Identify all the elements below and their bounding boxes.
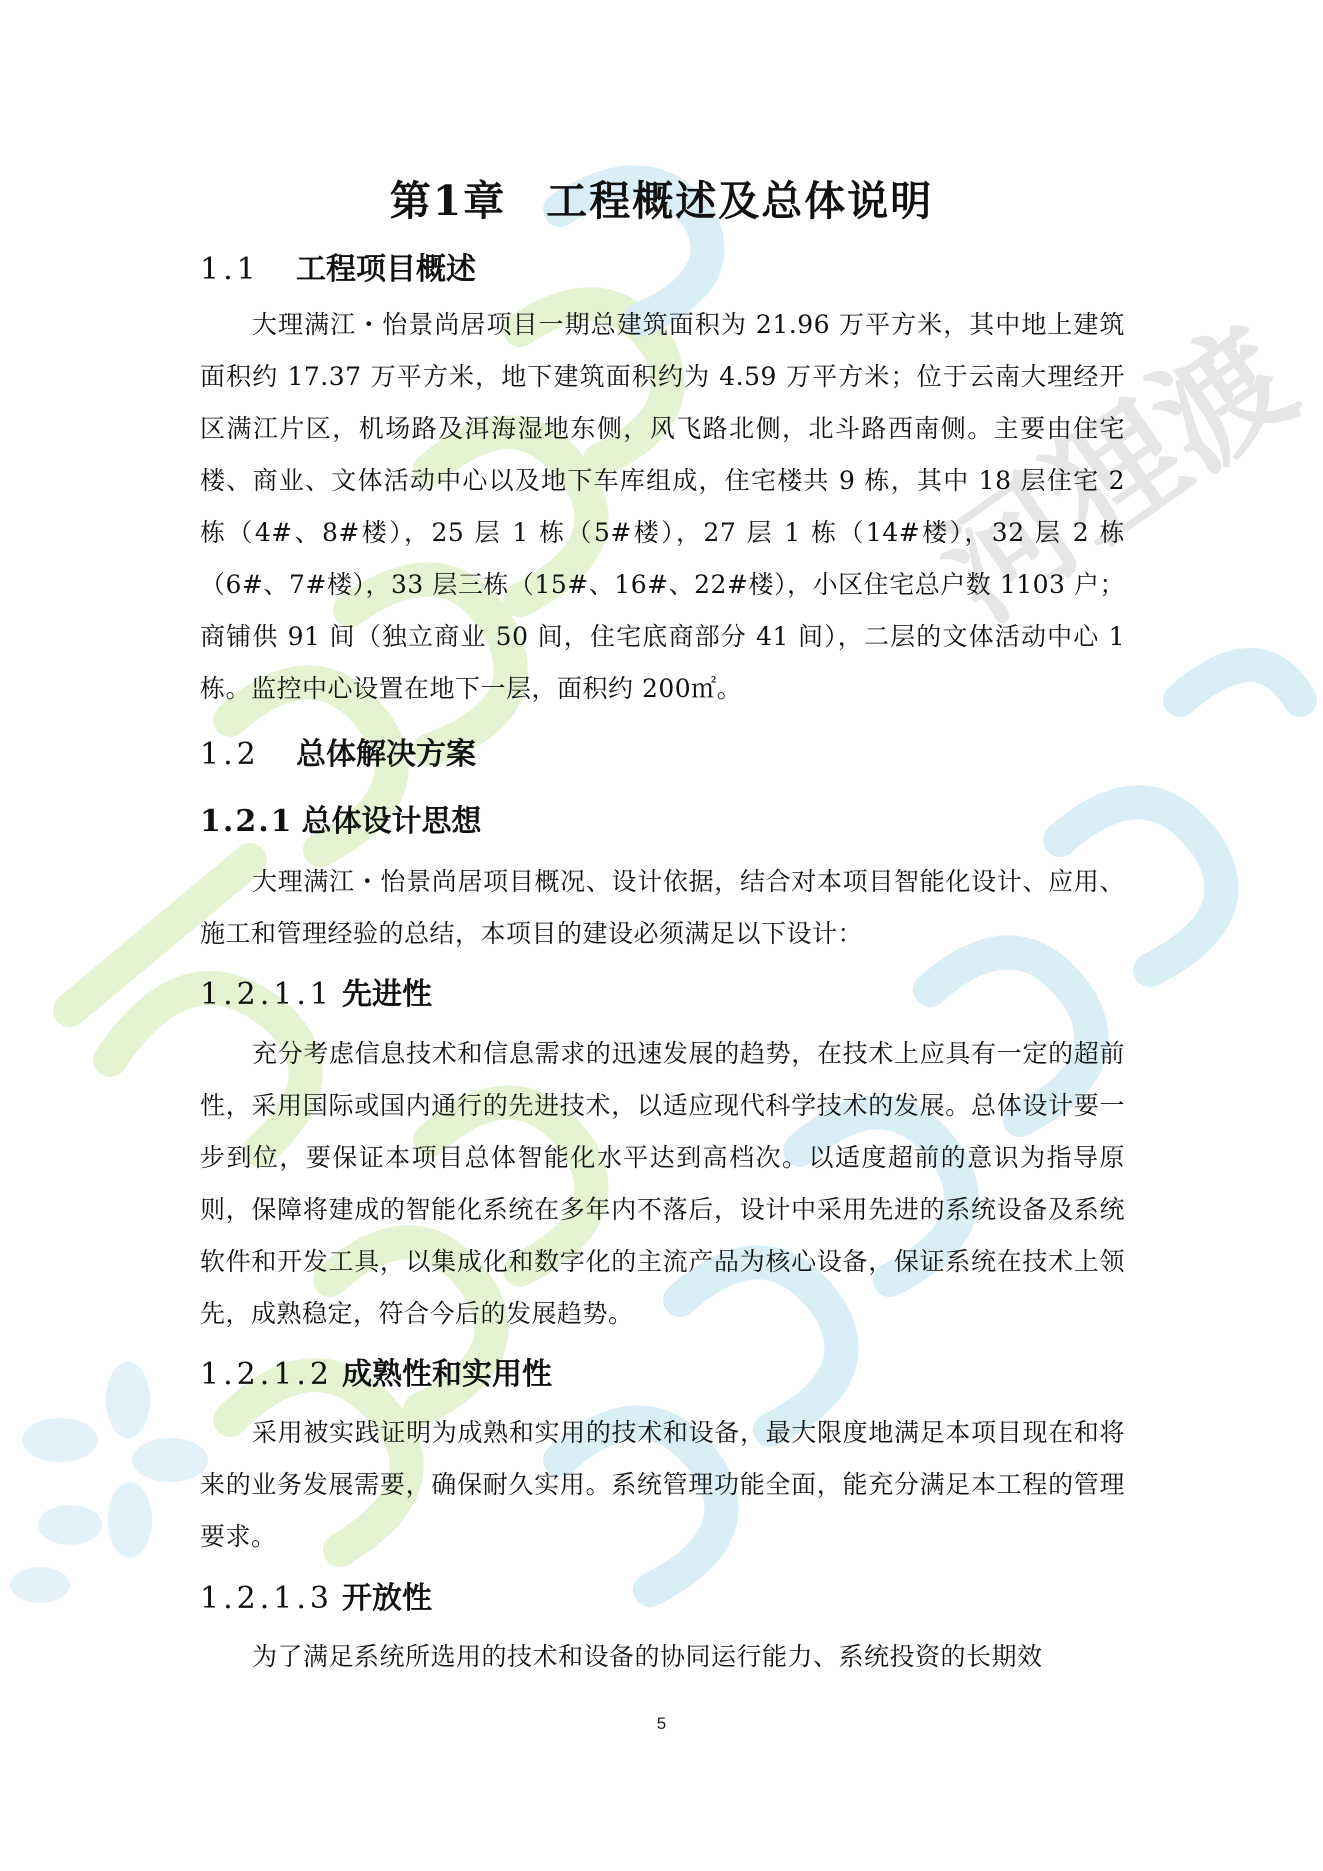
chapter-number: 第1章 <box>389 177 507 225</box>
section-title: 先进性 <box>342 977 432 1012</box>
svg-text:河狸渡: 河狸渡 <box>913 300 1320 649</box>
page-number: 5 <box>656 1714 667 1733</box>
paragraph-openness: 为了满足系统所选用的技术和设备的协同运行能力、系统投资的长期效 <box>252 1642 1043 1671</box>
section-title: 成熟性和实用性 <box>342 1357 552 1392</box>
section-title: 工程项目概述 <box>296 252 476 287</box>
section-number: 1.2 <box>200 737 260 772</box>
chapter-title-text: 工程概述及总体说明 <box>546 177 934 225</box>
paragraph-advanced: 充分考虑信息技术和信息需求的迅速发展的趋势，在技术上应具有一定的超前性，采用国际或国内通行的先进技术，以适应现代科学技术的发展。总体设计要一步到位，要保证本项目总体智能化水平达到高档次。以适度超前的意识为指导原则，保障将建成的智能化系统在多年内不落后，设计中采用先进的系统设备及系统软件和开发工具，以集成化和数字化的主流产品为核心设备，保证系统在技术上领先，成熟稳定，符合今后的发展趋势。 <box>200 1039 1125 1328</box>
paragraph-project-overview: 大理满江・怡景尚居项目一期总建筑面积为 21.96 万平方米，其中地上建筑面积约 17.37 万平方米，地下建筑面积约为 4.59 万平方米；位于云南大理经开区满江片区，机场路及洱海湿地东侧，风飞路北侧，北斗路西南侧。主要由住宅楼、商业、文体活动中心以及地下车库组成，住宅楼共 9 栋，其中 18 层住宅 2 栋（4#、8#楼），25 层 1 栋（5#楼），27 层 1 栋（14#楼），32 层 2 栋（6#、7#楼），33 层三栋（15#、16#、22#楼），小区住宅总户数 1103 户；商铺供 91 间（独立商业 50 间，住宅底商部分 41 间），二层的文体活动中心 1 栋。监控中心设置在地下一层，面积约 200㎡。 <box>200 310 1125 703</box>
section-number: 1.2.1 <box>200 804 294 839</box>
section-number: 1.2.1.1 <box>200 977 333 1012</box>
section-number: 1.2.1.2 <box>200 1357 333 1392</box>
chapter-title <box>0 168 1323 227</box>
section-heading-1-1 <box>200 244 476 288</box>
paragraph-maturity: 采用被实践证明为成熟和实用的技术和设备，最大限度地满足本项目现在和将来的业务发展需要，确保耐久实用。系统管理功能全面，能充分满足本工程的管理要求。 <box>200 1418 1125 1551</box>
section-number: 1.1 <box>200 252 260 287</box>
section-heading-1-2-1-1 <box>200 969 432 1013</box>
section-heading-1-2-1 <box>200 796 482 840</box>
section-heading-1-2 <box>200 729 476 773</box>
section-heading-1-2-1-2 <box>200 1349 552 1393</box>
section-heading-1-2-1-3 <box>200 1573 432 1617</box>
section-number: 1.2.1.3 <box>200 1581 333 1616</box>
section-title: 总体设计思想 <box>301 804 482 839</box>
paragraph-design-idea: 大理满江・怡景尚居项目概况、设计依据，结合对本项目智能化设计、应用、施工和管理经验的总结，本项目的建设必须满足以下设计： <box>200 867 1125 948</box>
section-title: 开放性 <box>342 1581 432 1616</box>
section-title: 总体解决方案 <box>296 737 476 772</box>
